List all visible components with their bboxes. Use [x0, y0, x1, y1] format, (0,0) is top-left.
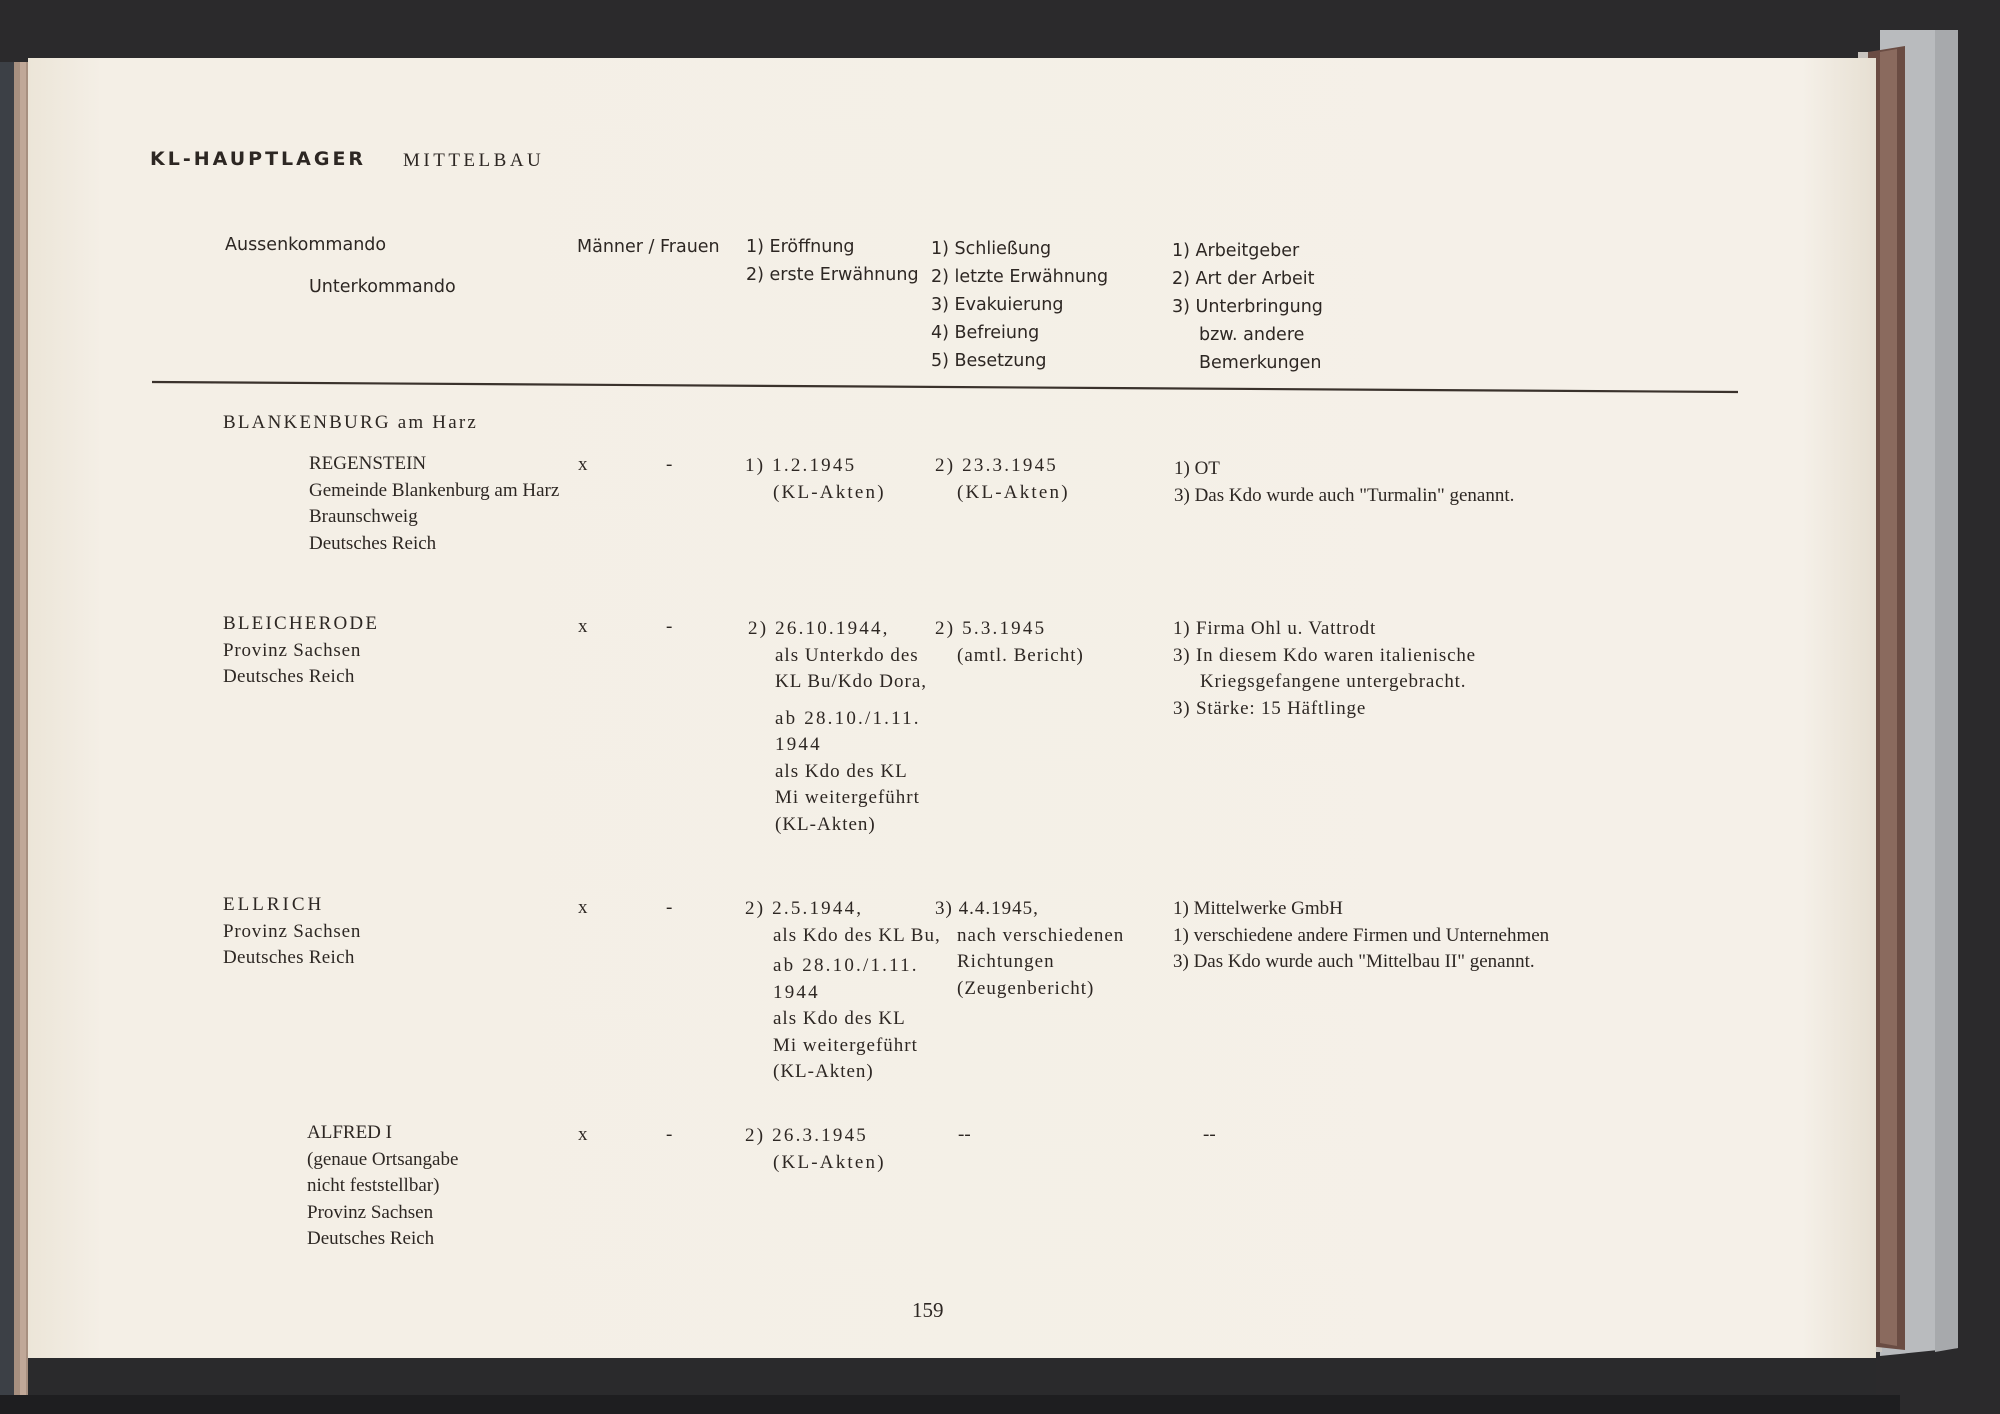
entry-alfred-opening: 2) 26.3.1945 (KL-Akten) [745, 1125, 886, 1173]
entry-bleicherode-women: - [666, 616, 673, 637]
entry-blankenburg-main-location: BLANKENBURG am Harz [223, 412, 478, 433]
entry-alfred-women: - [666, 1124, 673, 1145]
entry-ellrich-opening: 2) 2.5.1944, als Kdo des KL Bu, ab 28.10./1.11. 1944 als Kdo des KL Mi weitergeführt (KL-Akten) [745, 898, 941, 1082]
header-subtitle: MITTELBAU [403, 150, 545, 171]
entry-alfred-men: x [578, 1124, 588, 1145]
column-header-opening: 1) Eröffnung 2) erste Erwähnung [746, 237, 919, 285]
entry-regenstein-women: - [666, 454, 673, 475]
entry-regenstein-closing: 2) 23.3.1945 (KL-Akten) [935, 455, 1070, 503]
header-title: KL-HAUPTLAGER [150, 148, 367, 170]
column-header-closing: 1) Schließung 2) letzte Erwähnung 3) Evakuierung 4) Befreiung 5) Besetzung [931, 239, 1109, 371]
entry-bleicherode-location: BLEICHERODE Provinz Sachsen Deutsches Reich [223, 613, 380, 687]
page-number: 159 [912, 1298, 944, 1322]
entry-regenstein-opening: 1) 1.2.1945 (KL-Akten) [745, 455, 886, 503]
entry-bleicherode-closing: 2) 5.3.1945 (amtl. Bericht) [935, 618, 1084, 666]
entry-bleicherode-remarks: 1) Firma Ohl u. Vattrodt 3) In diesem Kdo waren italienische Kriegsgefangene untergebracht. 3) Stärke: 15 Häftlinge [1173, 618, 1476, 719]
entry-ellrich-remarks: 1) Mittelwerke GmbH 1) verschiedene andere Firmen und Unternehmen 3) Das Kdo wurde auch "Mittelbau II" genannt. [1173, 898, 1550, 972]
entry-alfred-remarks: -- [1203, 1124, 1216, 1145]
entry-ellrich-men: x [578, 897, 588, 918]
entry-bleicherode-opening: 2) 26.10.1944, als Unterkdo des KL Bu/Kdo Dora, ab 28.10./1.11. 1944 als Kdo des KL Mi weitergeführt (KL-Akten) [748, 618, 928, 835]
column-header-unterkommando: Unterkommando [309, 277, 456, 297]
entry-regenstein-location: REGENSTEIN Gemeinde Blankenburg am Harz Braunschweig Deutsches Reich [309, 453, 560, 554]
entry-ellrich-women: - [666, 897, 673, 918]
entry-ellrich-closing: 3) 4.4.1945, nach verschiedenen Richtungen (Zeugenbericht) [935, 898, 1125, 999]
entry-alfred-location: ALFRED I (genaue Ortsangabe nicht feststellbar) Provinz Sachsen Deutsches Reich [307, 1122, 459, 1249]
entry-alfred-closing: -- [958, 1124, 971, 1145]
entry-bleicherode-men: x [578, 616, 588, 637]
entry-regenstein-men: x [578, 454, 588, 475]
entry-regenstein-remarks: 1) OT 3) Das Kdo wurde auch "Turmalin" genannt. [1174, 458, 1515, 506]
column-header-men-women: Männer / Frauen [577, 237, 720, 257]
column-header-aussenkommando: Aussenkommando [225, 235, 387, 255]
entry-ellrich-location: ELLRICH Provinz Sachsen Deutsches Reich [223, 894, 362, 968]
column-header-remarks: 1) Arbeitgeber 2) Art der Arbeit 3) Unterbringung bzw. andere Bemerkungen [1172, 241, 1323, 373]
